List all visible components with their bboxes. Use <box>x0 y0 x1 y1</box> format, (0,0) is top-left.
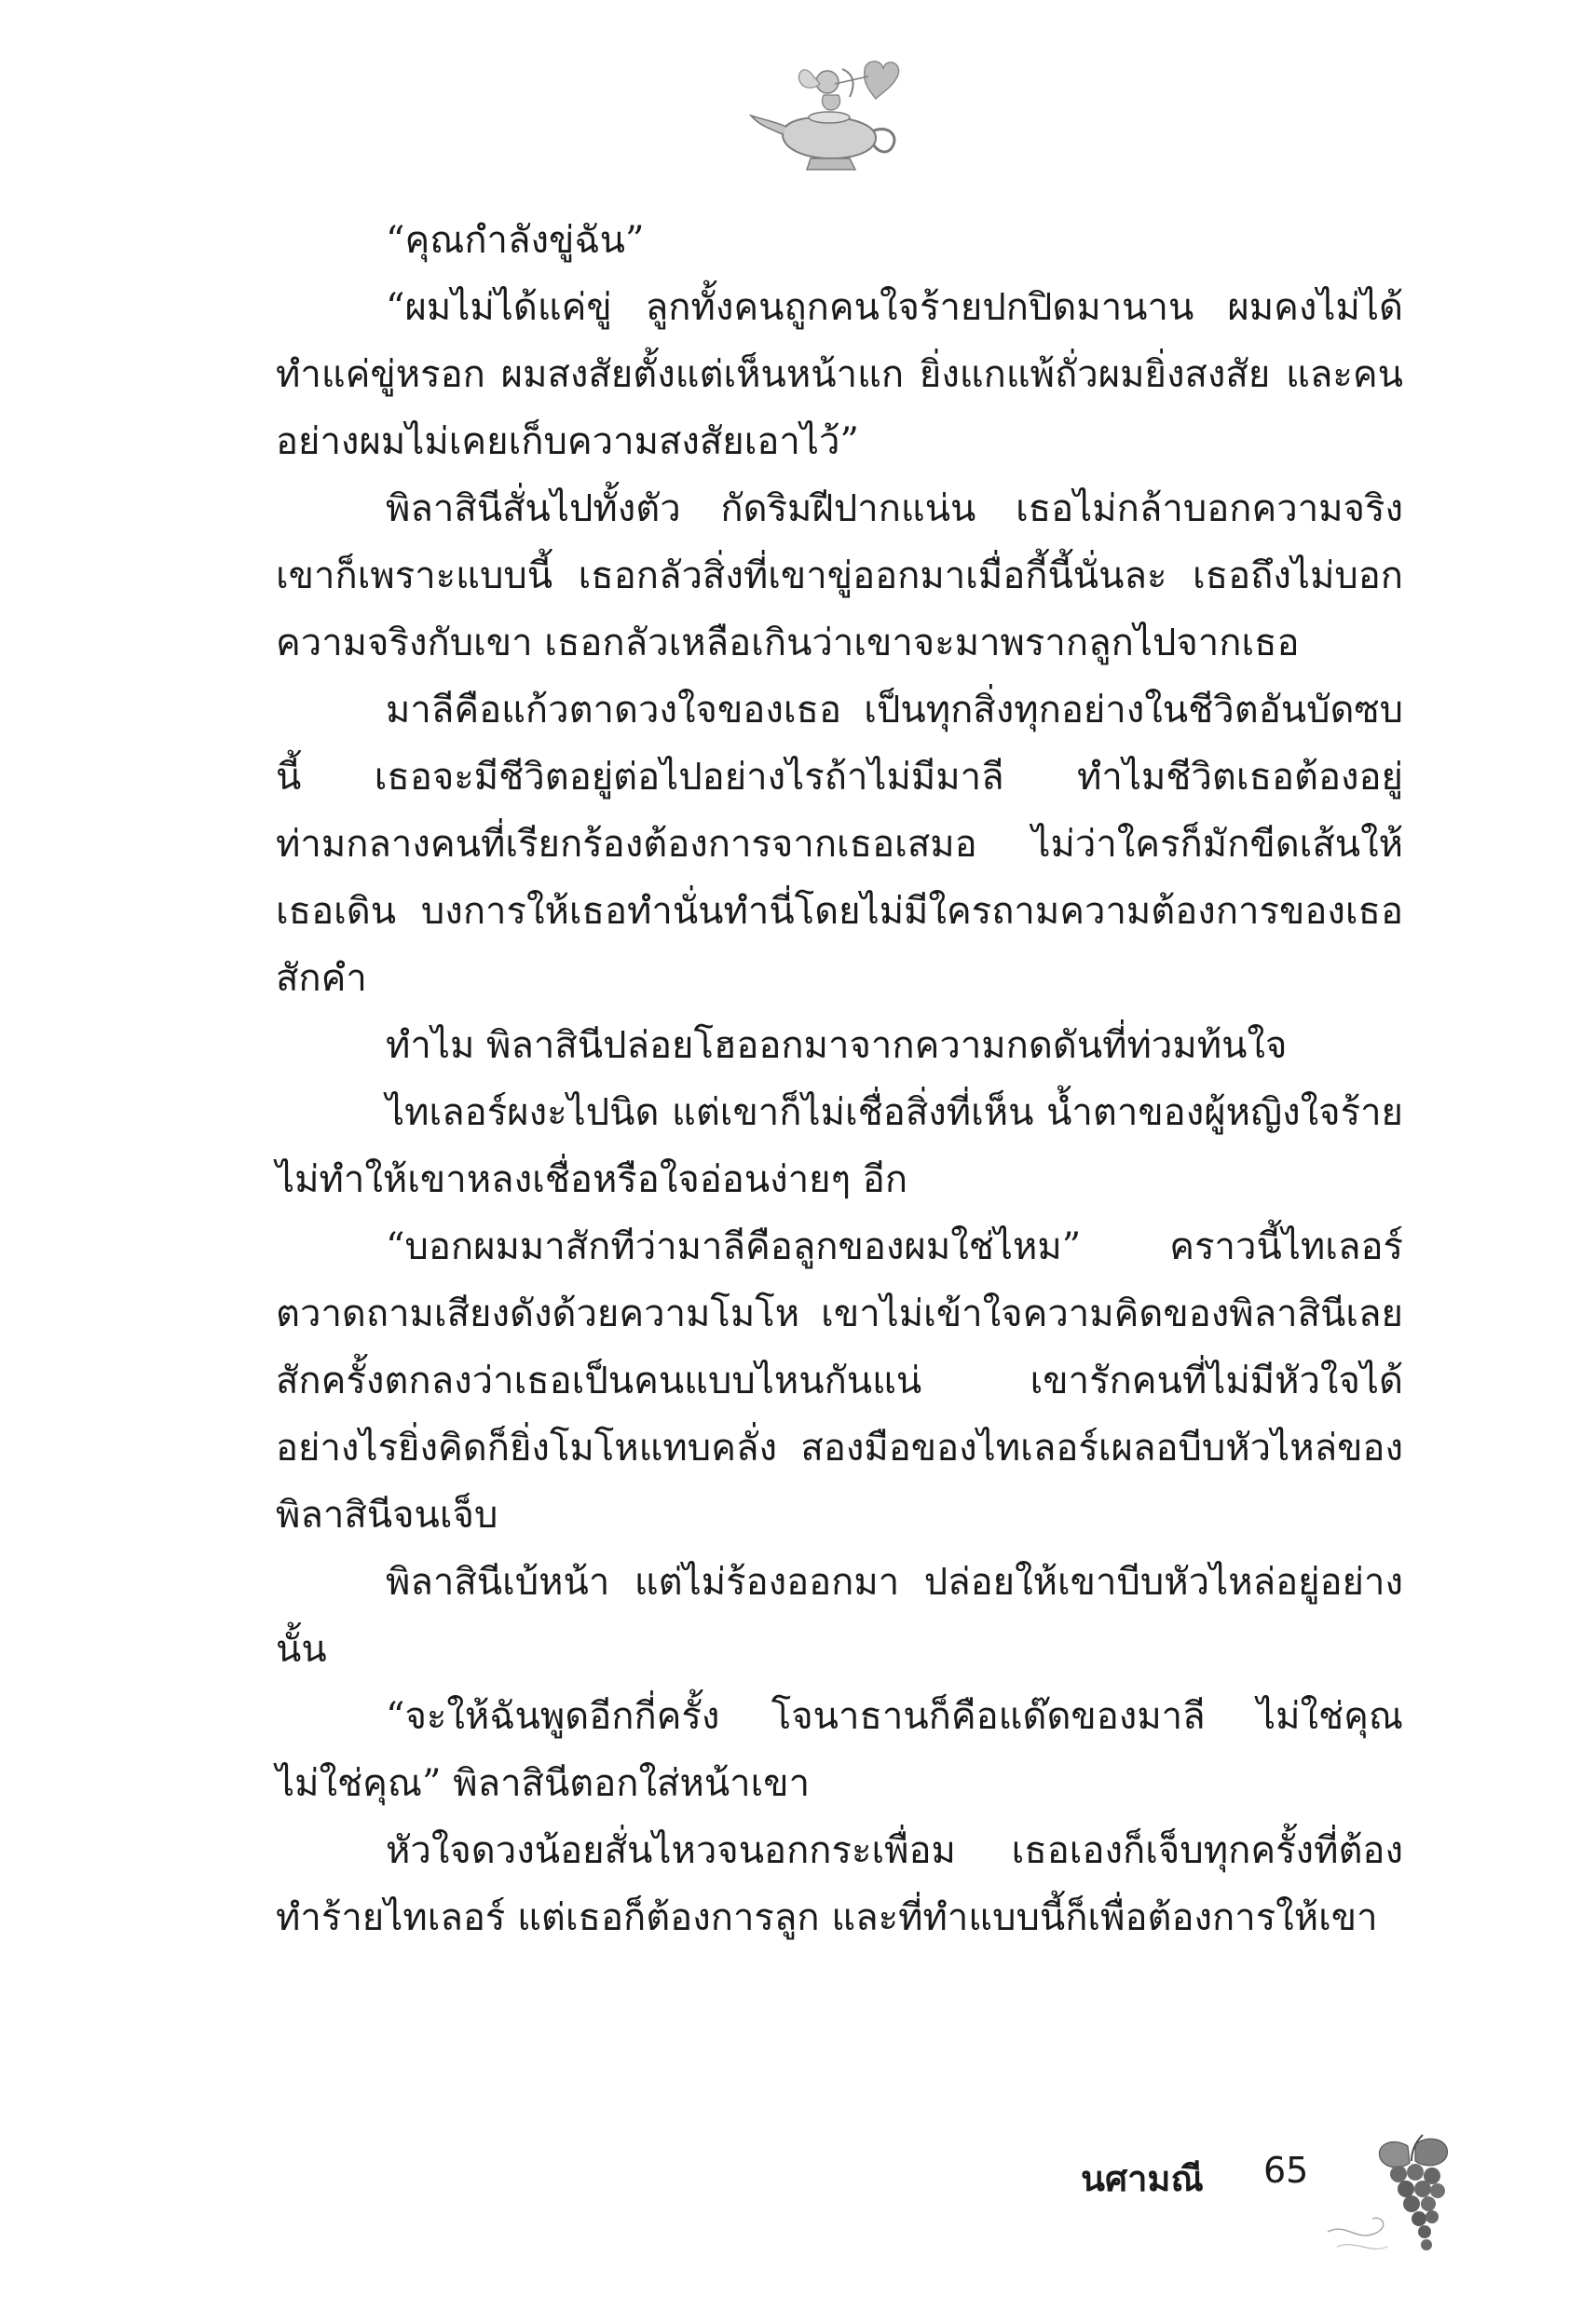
paragraph: “ผมไม่ได้แค่ขู่ ลูกทั้งคนถูกคนใจร้ายปกปิดมานาน ผมคงไม่ได้ทำแค่ขู่หรอก ผมสงสัยตั้งแต่เห็นหน้าแก ยิ่งแกแพ้ถั่วผมยิ่งสงสัย และคนอย่างผมไม่เคยเก็บความสงสัยเอาไว้” <box>276 286 1403 463</box>
paragraph: “บอกผมมาสักทีว่ามาลีคือลูกของผมใช่ไหม” คราวนี้ไทเลอร์ตวาดถามเสียงดังด้วยความโมโห เขาไม่เข้าใจความคิดของพิลาสินีเลยสักครั้งตกลงว่าเธอเป็นคนแบบไหนกันแน่ เขารักคนที่ไม่มีหัวใจได้อย่างไรยิ่งคิดก็ยิ่งโมโหแทบคลั่ง สองมือของไทเลอร์เผลอบีบหัวไหล่ของพิลาสินีจนเจ็บ <box>276 1225 1403 1537</box>
paragraph: มาลีคือแก้วตาดวงใจของเธอ เป็นทุกสิ่งทุกอย่างในชีวิตอันบัดซบนี้ เธอจะมีชีวิตอยู่ต่อไปอย่างไรถ้าไม่มีมาลี ทำไมชีวิตเธอต้องอยู่ท่ามกลางคนที่เรียกร้องต้องการจากเธอเสมอ ไม่ว่าใครก็มักขีดเส้นให้เธอเดิน บงการให้เธอทำนั่นทำนี่โดยไม่มีใครถามความต้องการของเธอสักคำ <box>276 689 1403 1000</box>
paragraph: ทำไม พิลาสินีปล่อยโฮออกมาจากความกดดันที่ท่วมท้นใจ <box>386 1024 1288 1067</box>
body-text <box>276 207 1403 1951</box>
paragraph: พิลาสินีสั่นไปทั้งตัว กัดริมฝีปากแน่น เธอไม่กล้าบอกความจริงเขาก็เพราะแบบนี้ เธอกลัวสิ่งที่เขาขู่ออกมาเมื่อกี้นี้นั่นละ เธอถึงไม่บอกความจริงกับเขา เธอกลัวเหลือเกินว่าเขาจะมาพรากลูกไปจากเธอ <box>276 487 1403 664</box>
teapot-cupid-ornament-icon <box>745 45 913 185</box>
page-number: 65 <box>1263 2150 1309 2191</box>
book-title: นศามณี <box>1081 2158 1204 2199</box>
paragraph: ไทเลอร์ผงะไปนิด แต่เขาก็ไม่เชื่อสิ่งที่เห็น น้ำตาของผู้หญิงใจร้ายไม่ทำให้เขาหลงเชื่อหรือใจอ่อนง่ายๆ อีก <box>276 1091 1403 1201</box>
paragraph: หัวใจดวงน้อยสั่นไหวจนอกกระเพื่อม เธอเองก็เจ็บทุกครั้งที่ต้องทำร้ายไทเลอร์ แต่เธอก็ต้องการลูก และที่ทำแบบนี้ก็เพื่อต้องการให้เขา <box>276 1829 1403 1939</box>
page-footer <box>1081 2129 1472 2269</box>
paragraph: “คุณกำลังขู่ฉัน” <box>386 219 645 262</box>
grape-cluster-ornament-icon <box>1318 2129 1472 2269</box>
paragraph: “จะให้ฉันพูดอีกกี่ครั้ง โจนาธานก็คือแด๊ดของมาลี ไม่ใช่คุณไม่ใช่คุณ” พิลาสินีตอกใส่หน้าเขา <box>276 1695 1403 1805</box>
paragraph: พิลาสินีเบ้หน้า แต่ไม่ร้องออกมา ปล่อยให้เขาบีบหัวไหล่อยู่อย่างนั้น <box>276 1561 1403 1671</box>
